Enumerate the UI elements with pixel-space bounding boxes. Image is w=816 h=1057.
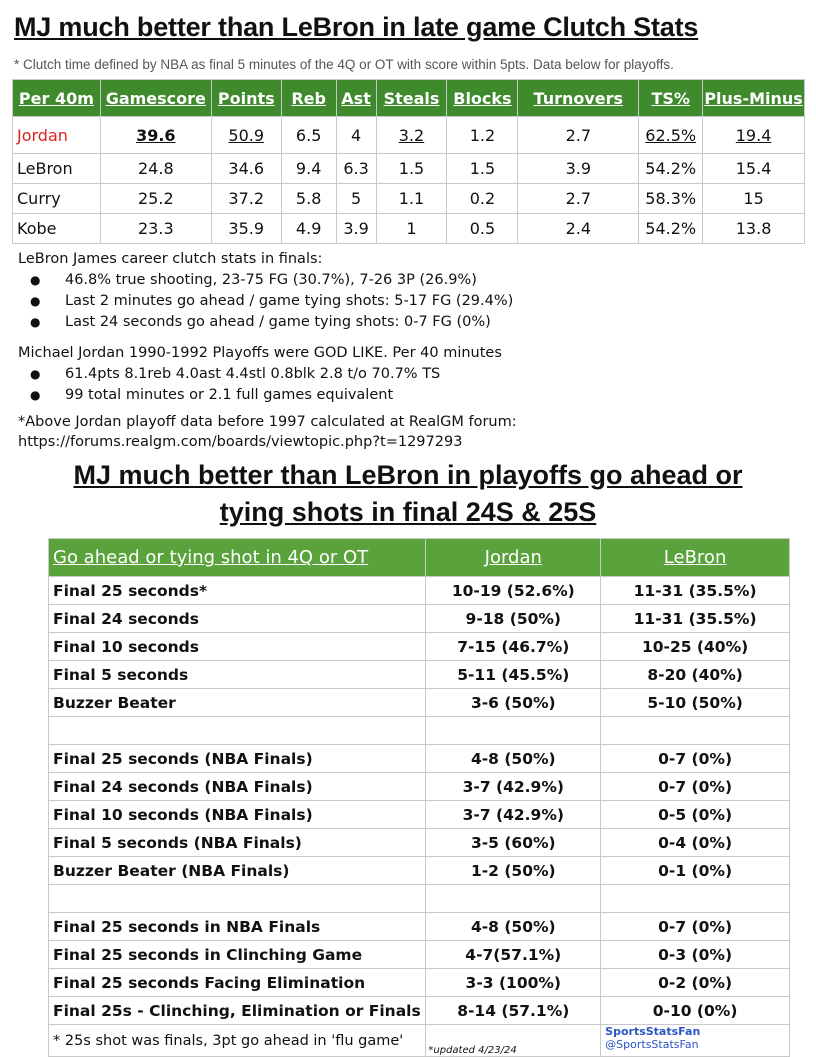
table-row: [49, 885, 790, 913]
table-footer-row: [49, 1025, 790, 1057]
section-title-line: tying shots in final 24S & 25S: [219, 497, 597, 527]
stat-cell: 34.6: [211, 154, 281, 184]
value-cell: [601, 885, 790, 913]
stat-cell: 5.8: [281, 184, 336, 214]
table-row: [13, 184, 805, 214]
stat-cell: 25.2: [100, 184, 211, 214]
stat-cell: 37.2: [211, 184, 281, 214]
stat-cell: 1: [376, 214, 447, 244]
value-cell: 0-7 (0%): [601, 745, 790, 773]
player-name-cell: Jordan: [13, 117, 101, 154]
stat-cell: 6.3: [336, 154, 376, 184]
value-cell: 10-25 (40%): [601, 633, 790, 661]
list-item: ● 46.8% true shooting, 23-75 FG (30.7%), 7-26 3P (26.9%): [18, 270, 513, 291]
table-row: [49, 773, 790, 801]
row-label-cell: [49, 885, 426, 913]
value-cell: 11-31 (35.5%): [601, 577, 790, 605]
row-label-cell: Final 25s - Clinching, Elimination or Finals: [49, 997, 426, 1025]
shots-header-row: [49, 539, 790, 577]
stat-cell: 5: [336, 184, 376, 214]
value-cell: 5-11 (45.5%): [426, 661, 601, 689]
column-header: Gamescore: [100, 80, 211, 117]
clutch-header-row: [13, 80, 805, 117]
stat-cell: 3.9: [336, 214, 376, 244]
value-cell: 7-15 (46.7%): [426, 633, 601, 661]
row-label-cell: [49, 717, 426, 745]
row-label-cell: Final 25 seconds (NBA Finals): [49, 745, 426, 773]
stat-cell: 4.9: [281, 214, 336, 244]
value-cell: 0-3 (0%): [601, 941, 790, 969]
column-header: Ast: [336, 80, 376, 117]
stat-cell: 6.5: [281, 117, 336, 154]
value-cell: 0-10 (0%): [601, 997, 790, 1025]
jordan-playoffs-block: [18, 343, 502, 406]
column-header: Jordan: [426, 539, 601, 577]
value-cell: 4-8 (50%): [426, 745, 601, 773]
column-header: Go ahead or tying shot in 4Q or OT: [49, 539, 426, 577]
section-title: [0, 457, 816, 531]
stat-cell: 24.8: [100, 154, 211, 184]
stat-cell: 1.5: [447, 154, 518, 184]
table-row: [49, 605, 790, 633]
source-note-text: *Above Jordan playoff data before 1997 calculated at RealGM forum:: [18, 414, 517, 430]
table-row: [49, 577, 790, 605]
row-label-cell: Final 25 seconds in NBA Finals: [49, 913, 426, 941]
value-cell: 0-7 (0%): [601, 913, 790, 941]
value-cell: 3-6 (50%): [426, 689, 601, 717]
stat-cell: 3.2: [376, 117, 447, 154]
stat-cell: 58.3%: [639, 184, 703, 214]
row-label-cell: Buzzer Beater: [49, 689, 426, 717]
page-title: MJ much better than LeBron in late game Clutch Stats: [14, 12, 699, 42]
value-cell: [426, 717, 601, 745]
source-note: [18, 412, 517, 452]
stat-cell: 2.7: [518, 184, 639, 214]
clutch-definition-note: * Clutch time defined by NBA as final 5 minutes of the 4Q or OT with score within 5pts. Data below for playoffs.: [14, 57, 674, 72]
list-item: ● Last 24 seconds go ahead / game tying shots: 0-7 FG (0%): [18, 312, 513, 333]
table-row: [49, 997, 790, 1025]
row-label-cell: Final 5 seconds: [49, 661, 426, 689]
table-row: [49, 941, 790, 969]
table-row: [13, 117, 805, 154]
stat-cell: 2.4: [518, 214, 639, 244]
row-label-cell: Final 10 seconds (NBA Finals): [49, 801, 426, 829]
clutch-stats-table: [12, 79, 805, 244]
stat-cell: 0.2: [447, 184, 518, 214]
value-cell: 3-3 (100%): [426, 969, 601, 997]
value-cell: 4-7(57.1%): [426, 941, 601, 969]
stat-cell: 35.9: [211, 214, 281, 244]
footnote: * 25s shot was finals, 3pt go ahead in 'flu game': [49, 1025, 426, 1057]
stat-cell: 39.6: [100, 117, 211, 154]
column-header: Reb: [281, 80, 336, 117]
value-cell: [601, 717, 790, 745]
table-row: [49, 745, 790, 773]
table-row: [13, 214, 805, 244]
table-row: [49, 717, 790, 745]
go-ahead-shots-table: [48, 538, 790, 1057]
player-name-cell: Kobe: [13, 214, 101, 244]
value-cell: 5-10 (50%): [601, 689, 790, 717]
row-label-cell: Final 25 seconds in Clinching Game: [49, 941, 426, 969]
source-link[interactable]: https://forums.realgm.com/boards/viewtopic.php?t=1297293: [18, 434, 463, 450]
brand-handle: @SportsStatsFan: [605, 1038, 699, 1051]
value-cell: 0-2 (0%): [601, 969, 790, 997]
column-header: Plus-Minus: [703, 80, 805, 117]
jordan-playoffs-list: [18, 364, 502, 406]
row-label-cell: Buzzer Beater (NBA Finals): [49, 857, 426, 885]
row-label-cell: Final 25 seconds*: [49, 577, 426, 605]
table-row: [49, 829, 790, 857]
stat-cell: 15.4: [703, 154, 805, 184]
value-cell: 9-18 (50%): [426, 605, 601, 633]
column-header: TS%: [639, 80, 703, 117]
value-cell: 11-31 (35.5%): [601, 605, 790, 633]
value-cell: 0-4 (0%): [601, 829, 790, 857]
list-item: ● 61.4pts 8.1reb 4.0ast 4.4stl 0.8blk 2.8 t/o 70.7% TS: [18, 364, 502, 385]
table-row: [49, 857, 790, 885]
section-title-line: MJ much better than LeBron in playoffs go ahead or: [73, 460, 743, 490]
stat-cell: 15: [703, 184, 805, 214]
stat-cell: 23.3: [100, 214, 211, 244]
stat-cell: 54.2%: [639, 154, 703, 184]
stat-cell: 13.8: [703, 214, 805, 244]
lebron-finals-heading: LeBron James career clutch stats in finals:: [18, 251, 323, 267]
value-cell: 1-2 (50%): [426, 857, 601, 885]
column-header: LeBron: [601, 539, 790, 577]
stat-cell: 3.9: [518, 154, 639, 184]
value-cell: 0-5 (0%): [601, 801, 790, 829]
stat-cell: 54.2%: [639, 214, 703, 244]
row-label-cell: Final 24 seconds (NBA Finals): [49, 773, 426, 801]
row-label-cell: Final 10 seconds: [49, 633, 426, 661]
row-label-cell: Final 24 seconds: [49, 605, 426, 633]
column-header: Steals: [376, 80, 447, 117]
column-header: Turnovers: [518, 80, 639, 117]
row-label-cell: Final 25 seconds Facing Elimination: [49, 969, 426, 997]
lebron-finals-block: [18, 249, 513, 333]
stat-cell: 50.9: [211, 117, 281, 154]
table-row: [49, 801, 790, 829]
stat-cell: 1.5: [376, 154, 447, 184]
stat-cell: 2.7: [518, 117, 639, 154]
value-cell: 0-7 (0%): [601, 773, 790, 801]
stat-cell: 1.2: [447, 117, 518, 154]
list-item: ● 99 total minutes or 2.1 full games equivalent: [18, 385, 502, 406]
lebron-finals-list: [18, 270, 513, 333]
column-header: Per 40m: [13, 80, 101, 117]
table-row: [13, 154, 805, 184]
value-cell: 3-5 (60%): [426, 829, 601, 857]
brand: [601, 1025, 790, 1057]
stat-cell: 1.1: [376, 184, 447, 214]
value-cell: 4-8 (50%): [426, 913, 601, 941]
value-cell: [426, 885, 601, 913]
jordan-playoffs-heading: Michael Jordan 1990-1992 Playoffs were GOD LIKE. Per 40 minutes: [18, 345, 502, 361]
value-cell: 0-1 (0%): [601, 857, 790, 885]
value-cell: 3-7 (42.9%): [426, 773, 601, 801]
column-header: Points: [211, 80, 281, 117]
stat-cell: 19.4: [703, 117, 805, 154]
stat-cell: 62.5%: [639, 117, 703, 154]
value-cell: 3-7 (42.9%): [426, 801, 601, 829]
column-header: Blocks: [447, 80, 518, 117]
row-label-cell: Final 5 seconds (NBA Finals): [49, 829, 426, 857]
player-name-cell: LeBron: [13, 154, 101, 184]
stat-cell: 9.4: [281, 154, 336, 184]
player-name-cell: Curry: [13, 184, 101, 214]
table-row: [49, 689, 790, 717]
updated-note: *updated 4/23/24: [426, 1025, 601, 1057]
table-row: [49, 913, 790, 941]
table-row: [49, 969, 790, 997]
value-cell: 10-19 (52.6%): [426, 577, 601, 605]
stat-cell: 0.5: [447, 214, 518, 244]
list-item: ● Last 2 minutes go ahead / game tying shots: 5-17 FG (29.4%): [18, 291, 513, 312]
table-row: [49, 661, 790, 689]
brand-name: SportsStatsFan: [605, 1025, 701, 1038]
table-row: [49, 633, 790, 661]
value-cell: 8-20 (40%): [601, 661, 790, 689]
stat-cell: 4: [336, 117, 376, 154]
value-cell: 8-14 (57.1%): [426, 997, 601, 1025]
